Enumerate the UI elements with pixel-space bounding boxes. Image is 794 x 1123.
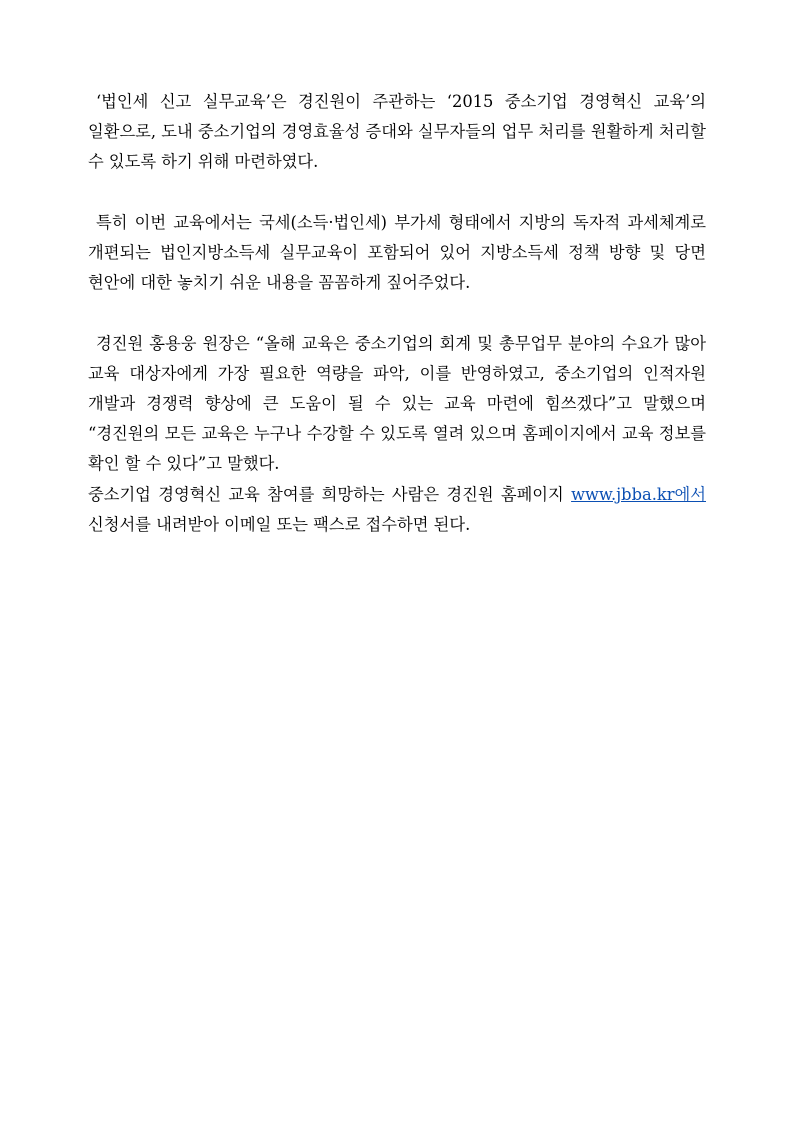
- paragraph-intro: ‘법인세 신고 실무교육’은 경진원이 주관하는 ‘2015 중소기업 경영혁신 교육’의 일환으로, 도내 중소기업의 경영효율성 증대와 실무자들의 업무 처리를 원활하게 처리할 수 있도록 하기 위해 마련하였다.: [88, 92, 706, 172]
- homepage-link[interactable]: www.jbba.kr에서: [571, 484, 706, 504]
- document-body: [88, 87, 706, 540]
- paragraph-director-quote: 경진원 홍용웅 원장은 “올해 교육은 중소기업의 회계 및 총무업무 분야의 수요가 많아 교육 대상자에게 가장 필요한 역량을 파악, 이를 반영하였고, 중소기업의 인적자원 개발과 경쟁력 향상에 큰 도움이 될 수 있는 교육 마련에 힘쓰겠다”고 말했으며 “경진원의 모든 교육은 누구나 수강할 수 있도록 열려 있으며 홈페이지에서 교육 정보를 확인 할 수 있다”고 말했다.: [88, 333, 706, 474]
- paragraph-application: [88, 480, 706, 540]
- paragraph-spacer: [88, 178, 706, 208]
- paragraph-spacer: [88, 298, 706, 328]
- application-text-before: 중소기업 경영혁신 교육 참여를 희망하는 사람은 경진원 홈페이지: [88, 484, 572, 504]
- paragraph-local-tax: 특히 이번 교육에서는 국세(소득·법인세) 부가세 형태에서 지방의 독자적 과세체계로 개편되는 법인지방소득세 실무교육이 포함되어 있어 지방소득세 정책 방향 및 당면 현안에 대한 놓치기 쉬운 내용을 꼼꼼하게 짚어주었다.: [88, 212, 706, 293]
- application-text-after: 신청서를 내려받아 이메일 또는 팩스로 접수하면 된다.: [88, 514, 471, 534]
